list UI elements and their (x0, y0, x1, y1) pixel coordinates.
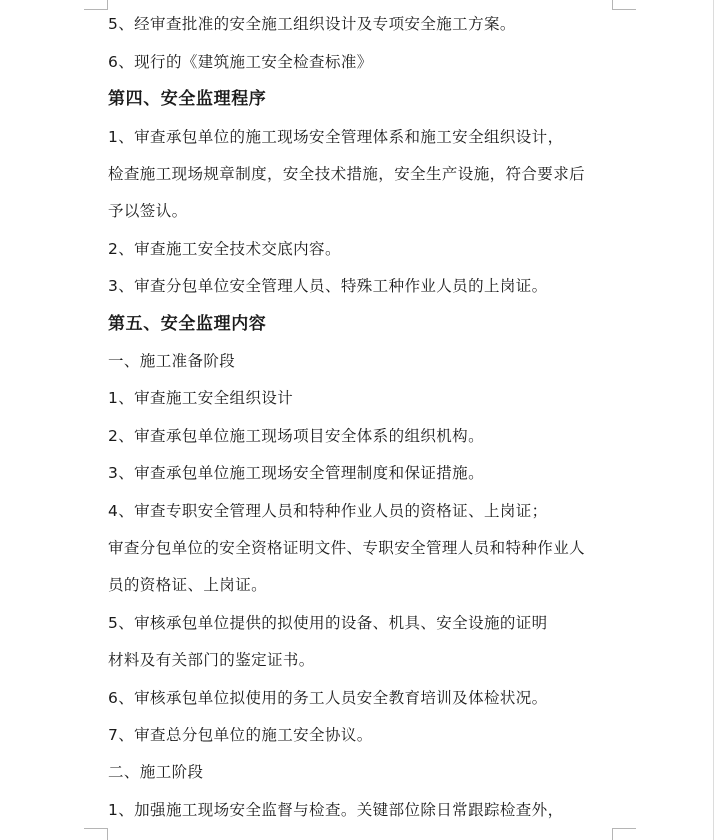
list-item-3: 3、审查分包单位安全管理人员、特殊工种作业人员的上岗证。 (108, 277, 548, 295)
list-item-1: 1、加强施工现场安全监督与检查。关键部位除日常跟踪检查外， (108, 801, 564, 819)
crop-mark-bottom-right (612, 828, 613, 840)
crop-mark-top-left (84, 9, 108, 10)
list-item-2: 2、审查施工安全技术交底内容。 (108, 240, 341, 258)
list-item-7: 7、审查总分包单位的施工安全协议。 (108, 726, 373, 744)
paragraph-line: 员的资格证、上岗证。 (108, 576, 268, 594)
list-item-1: 1、审查施工安全组织设计 (108, 389, 294, 407)
list-item-5: 5、经审查批准的安全施工组织设计及专项安全施工方案。 (108, 15, 516, 33)
paragraph-line: 予以签认。 (108, 202, 188, 220)
list-item-5: 5、审核承包单位提供的拟使用的设备、机具、安全设施的证明 (108, 614, 548, 632)
crop-mark-top-right (612, 9, 636, 10)
section-heading-4: 第四、安全监理程序 (108, 89, 267, 109)
paragraph-line: 审查分包单位的安全资格证明文件、专职安全管理人员和特种作业人 (108, 539, 586, 557)
crop-mark-top-right (612, 0, 613, 10)
paragraph-line: 检查施工现场规章制度，安全技术措施，安全生产设施，符合要求后 (108, 165, 586, 183)
section-heading-5: 第五、安全监理内容 (108, 314, 267, 334)
list-item-2: 2、审查承包单位施工现场项目安全体系的组织机构。 (108, 427, 484, 445)
crop-mark-bottom-right (612, 828, 636, 829)
list-item-3: 3、审查承包单位施工现场安全管理制度和保证措施。 (108, 464, 484, 482)
page-edge (713, 0, 714, 840)
list-item-6: 6、审核承包单位拟使用的务工人员安全教育培训及体检状况。 (108, 689, 548, 707)
paragraph-line: 材料及有关部门的鉴定证书。 (108, 651, 315, 669)
list-item-4: 4、审查专职安全管理人员和特种作业人员的资格证、上岗证； (108, 502, 548, 520)
crop-mark-bottom-left (84, 828, 108, 829)
subsection-heading-1: 一、施工准备阶段 (108, 352, 236, 370)
paragraph-line: 1、审查承包单位的施工现场安全管理体系和施工安全组织设计， (108, 128, 564, 146)
subsection-heading-2: 二、施工阶段 (108, 763, 204, 781)
list-item-6: 6、现行的《建筑施工安全检查标准》 (108, 53, 373, 71)
crop-mark-bottom-left (107, 828, 108, 840)
crop-mark-top-left (107, 0, 108, 10)
